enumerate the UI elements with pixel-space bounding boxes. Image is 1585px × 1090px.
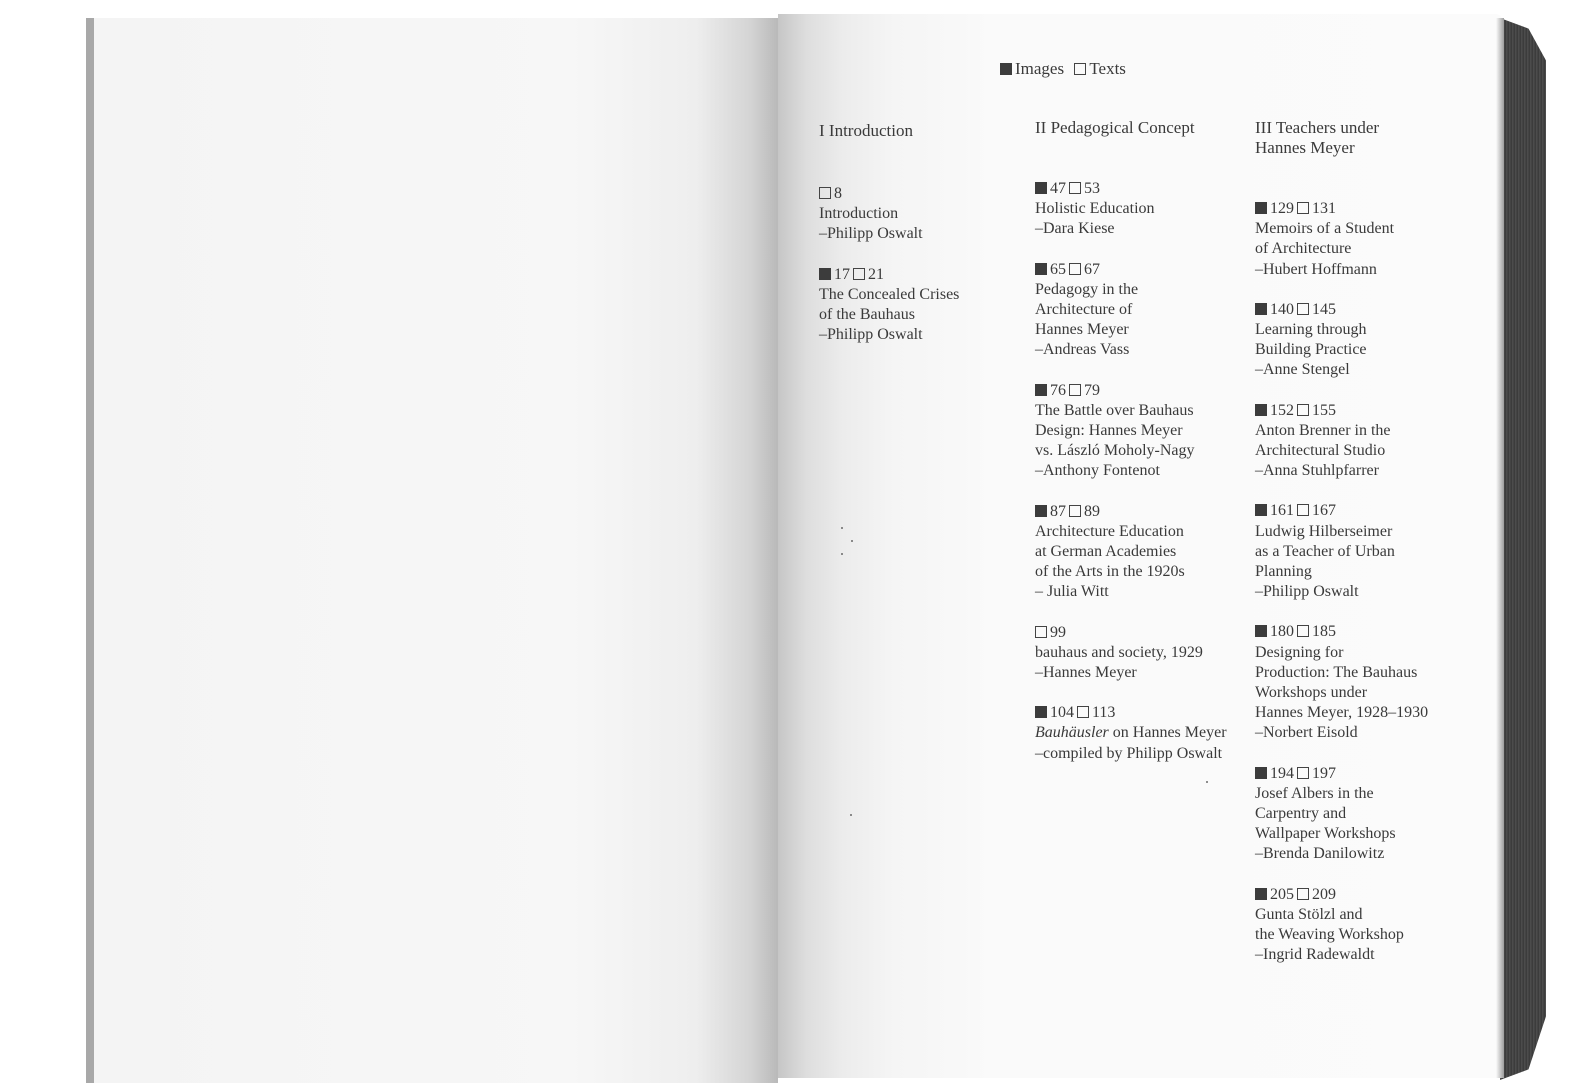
empty-square-icon bbox=[1297, 625, 1309, 637]
toc-entry bbox=[1035, 260, 1250, 361]
entry-title-italic: Bauhäusler bbox=[1035, 724, 1109, 742]
speck bbox=[841, 553, 843, 555]
image-page-number: 129 bbox=[1270, 200, 1294, 217]
text-page-number: 145 bbox=[1312, 300, 1336, 318]
filled-square-icon bbox=[1255, 625, 1267, 637]
filled-square-icon bbox=[1000, 63, 1012, 75]
entry-author: –Anthony Fontenot bbox=[1035, 462, 1160, 480]
entry-author: –Anna Stuhlpfarrer bbox=[1255, 462, 1379, 480]
entry-author: –Brenda Danilowitz bbox=[1255, 845, 1385, 863]
toc-column-pedagogical-concept bbox=[1035, 118, 1250, 784]
section-heading: I Introduction bbox=[819, 121, 913, 140]
page-numbers bbox=[1255, 885, 1470, 905]
empty-square-icon bbox=[1297, 504, 1309, 516]
entry-title: Ludwig Hilberseimer as a Teacher of Urban Planning bbox=[1255, 522, 1395, 581]
toc-entry bbox=[1255, 501, 1470, 602]
entry-author: –Hannes Meyer bbox=[1035, 664, 1137, 682]
text-page-number: 167 bbox=[1312, 502, 1336, 520]
page-numbers bbox=[1255, 622, 1470, 642]
image-page-number: 17 bbox=[834, 265, 850, 283]
toc-entries bbox=[1035, 179, 1250, 764]
entry-author: – Julia Witt bbox=[1035, 583, 1109, 601]
empty-square-icon bbox=[1297, 767, 1309, 779]
empty-square-icon bbox=[1069, 505, 1081, 517]
entry-author: –Hubert Hoffmann bbox=[1255, 260, 1377, 278]
section-heading: II Pedagogical Concept bbox=[1035, 118, 1195, 137]
text-page-number: 113 bbox=[1092, 704, 1116, 722]
text-page-number: 21 bbox=[868, 265, 884, 283]
text-page-number: 53 bbox=[1084, 180, 1100, 197]
filled-square-icon bbox=[1035, 505, 1047, 517]
text-page-number: 131 bbox=[1312, 200, 1336, 217]
filled-square-icon bbox=[1255, 404, 1267, 416]
entry-title: Learning through Building Practice bbox=[1255, 321, 1367, 359]
image-page-number: 161 bbox=[1270, 502, 1294, 520]
image-page-number: 87 bbox=[1050, 502, 1066, 520]
toc-entry bbox=[1255, 401, 1470, 482]
page-numbers bbox=[1255, 764, 1470, 784]
page-numbers bbox=[1035, 703, 1250, 723]
empty-square-icon bbox=[819, 187, 831, 199]
entry-title: Anton Brenner in the Architectural Studio bbox=[1255, 421, 1391, 460]
left-page-blank bbox=[86, 18, 778, 1083]
page-numbers bbox=[1255, 300, 1470, 320]
filled-square-icon bbox=[1255, 888, 1267, 900]
entry-title: The Battle over Bauhaus Design: Hannes Meyer vs. László Moholy-Nagy bbox=[1035, 401, 1195, 460]
filled-square-icon bbox=[1255, 202, 1267, 214]
empty-square-icon bbox=[1297, 404, 1309, 416]
toc-entry bbox=[1255, 764, 1470, 865]
speck bbox=[841, 527, 843, 529]
entry-title: The Concealed Crises of the Bauhaus bbox=[819, 285, 960, 324]
page-numbers bbox=[1035, 260, 1250, 280]
empty-square-icon bbox=[1069, 384, 1081, 396]
entry-author: –compiled by Philipp Oswalt bbox=[1035, 744, 1223, 762]
empty-square-icon bbox=[1297, 202, 1309, 214]
filled-square-icon bbox=[1035, 384, 1047, 396]
filled-square-icon bbox=[1255, 504, 1267, 516]
text-page-number: 185 bbox=[1312, 623, 1336, 641]
entry-author: –Anne Stengel bbox=[1255, 361, 1350, 379]
filled-square-icon bbox=[819, 268, 831, 280]
toc-entry bbox=[819, 184, 1034, 245]
page-numbers bbox=[1255, 199, 1470, 219]
entry-author: –Philipp Oswalt bbox=[819, 225, 923, 243]
text-page-number: 89 bbox=[1084, 502, 1100, 520]
page-stack-edge bbox=[1500, 18, 1546, 1080]
toc-column-introduction bbox=[819, 121, 1034, 365]
entry-author: –Philipp Oswalt bbox=[819, 326, 923, 344]
toc-entry bbox=[1035, 502, 1250, 603]
text-page-number: 197 bbox=[1312, 764, 1336, 782]
entry-title: Holistic Education bbox=[1035, 200, 1155, 218]
entry-title: Pedagogy in the Architecture of Hannes Meyer bbox=[1035, 280, 1139, 339]
empty-square-icon bbox=[1035, 626, 1047, 638]
filled-square-icon bbox=[1255, 303, 1267, 315]
entry-title: Designing for Production: The Bauhaus Workshops under Hannes Meyer, 1928–1930 bbox=[1255, 643, 1429, 722]
legend-texts-label: Texts bbox=[1089, 59, 1126, 78]
section-heading: III Teachers under Hannes Meyer bbox=[1255, 118, 1380, 157]
page-edge-shadow bbox=[1496, 18, 1504, 1078]
text-page-number: 99 bbox=[1050, 623, 1066, 641]
text-page-number: 155 bbox=[1312, 401, 1336, 419]
empty-square-icon bbox=[1069, 182, 1081, 194]
entry-title-rest: on Hannes Meyer bbox=[1108, 724, 1227, 742]
entry-title bbox=[1035, 723, 1250, 743]
toc-entry bbox=[1255, 300, 1470, 381]
entry-author: –Ingrid Radewaldt bbox=[1255, 946, 1375, 964]
empty-square-icon bbox=[1069, 263, 1081, 275]
image-page-number: 194 bbox=[1270, 764, 1294, 782]
entry-title: bauhaus and society, 1929 bbox=[1035, 643, 1203, 661]
image-page-number: 47 bbox=[1050, 180, 1066, 197]
filled-square-icon bbox=[1035, 182, 1047, 194]
toc-entries bbox=[1255, 199, 1470, 966]
speck bbox=[850, 814, 852, 816]
page-numbers bbox=[1035, 623, 1250, 643]
toc-entry bbox=[1255, 199, 1470, 280]
entry-author: –Andreas Vass bbox=[1035, 341, 1130, 359]
image-page-number: 65 bbox=[1050, 260, 1066, 278]
image-page-number: 76 bbox=[1050, 381, 1066, 399]
entry-title: Memoirs of a Student of Architecture bbox=[1255, 220, 1395, 258]
entry-title: Josef Albers in the Carpentry and Wallpaper Workshops bbox=[1255, 784, 1396, 843]
entry-author: –Norbert Eisold bbox=[1255, 724, 1358, 742]
image-page-number: 140 bbox=[1270, 300, 1294, 318]
text-page-number: 79 bbox=[1084, 381, 1100, 399]
image-page-number: 205 bbox=[1270, 885, 1294, 903]
empty-square-icon bbox=[1077, 706, 1089, 718]
empty-square-icon bbox=[1297, 303, 1309, 315]
speck bbox=[851, 540, 853, 542]
toc-entry bbox=[1035, 623, 1250, 684]
page-numbers bbox=[819, 184, 1034, 204]
toc-entries bbox=[819, 184, 1034, 345]
toc-entry bbox=[1035, 381, 1250, 482]
page-numbers bbox=[1035, 179, 1250, 199]
toc-column-teachers-under-hannes-meyer bbox=[1255, 118, 1470, 986]
image-page-number: 152 bbox=[1270, 401, 1294, 419]
page-numbers bbox=[1035, 381, 1250, 401]
entry-title: Architecture Education at German Academies of the Arts in the 1920s bbox=[1035, 522, 1185, 581]
page-numbers bbox=[819, 265, 1034, 285]
filled-square-icon bbox=[1035, 706, 1047, 718]
toc-entry bbox=[819, 265, 1034, 346]
toc-entry bbox=[1035, 703, 1250, 764]
image-page-number: 180 bbox=[1270, 623, 1294, 641]
entry-title: Introduction bbox=[819, 205, 899, 223]
entry-author: –Philipp Oswalt bbox=[1255, 583, 1359, 601]
legend-images-label: Images bbox=[1015, 59, 1065, 78]
toc-entry bbox=[1255, 622, 1470, 743]
filled-square-icon bbox=[1255, 767, 1267, 779]
image-page-number: 104 bbox=[1050, 704, 1074, 722]
empty-square-icon bbox=[1074, 63, 1086, 75]
page-numbers bbox=[1255, 401, 1470, 421]
text-page-number: 67 bbox=[1084, 260, 1100, 278]
text-page-number: 8 bbox=[834, 185, 842, 202]
toc-entry bbox=[1035, 179, 1250, 240]
toc-entry bbox=[1255, 885, 1470, 966]
legend bbox=[1000, 59, 1126, 79]
empty-square-icon bbox=[853, 268, 865, 280]
page-numbers bbox=[1035, 502, 1250, 522]
entry-author: –Dara Kiese bbox=[1035, 220, 1115, 238]
entry-title: Gunta Stölzl and the Weaving Workshop bbox=[1255, 905, 1404, 944]
filled-square-icon bbox=[1035, 263, 1047, 275]
empty-square-icon bbox=[1297, 888, 1309, 900]
page-numbers bbox=[1255, 501, 1470, 521]
text-page-number: 209 bbox=[1312, 885, 1336, 903]
